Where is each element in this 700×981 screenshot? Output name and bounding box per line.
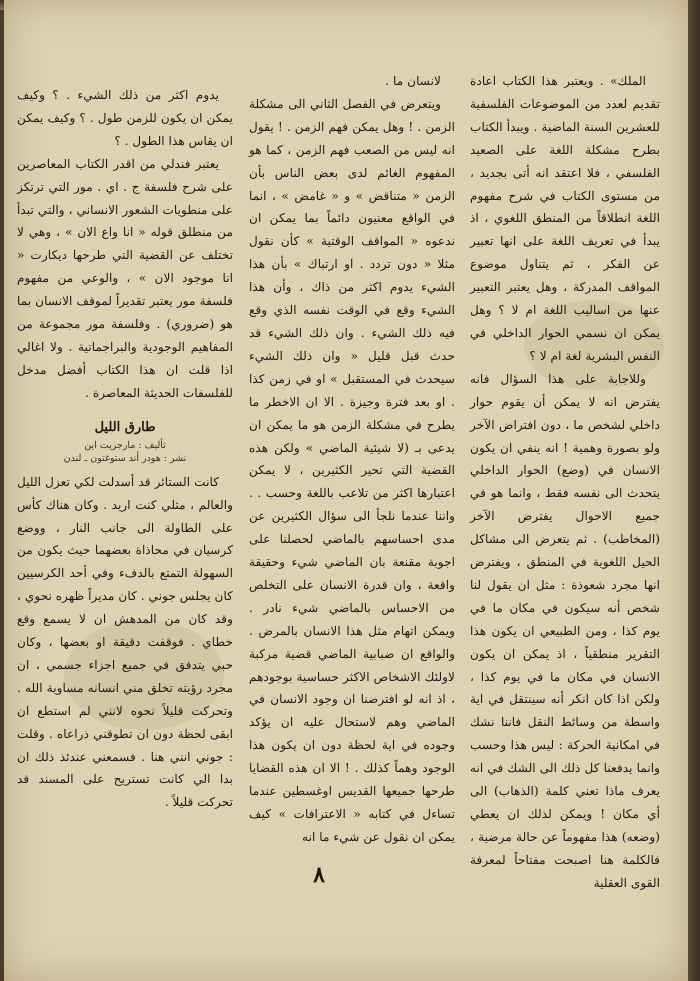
magazine-page: [4, 0, 688, 981]
paragraph: يعتبر فندلي من اقدر الكتاب المعاصرين على شرح فلسفة ج . اي . مور التي ترتكز على منطويات الشعور الانساني ، والتي تبدأ من منطلق قوله « انا واع الان » ، وهي لا تختلف عن القضية التي طرحها ديكارت « انا موجود الان » ، والوعي من مفهوم فلسفة مور يعتبر تقديراً لموقف الانسان بما هو (ضروري) . وفلسفة مور مجموعة من المفاهيم الوجودية والبراجماتية . ولا اغالي اذا قلت ان هذا الكتاب أفضل مدخل للفلسفات الحديثة المعاصرة .: [17, 156, 233, 400]
paragraph: كانت الستائر قد أسدلت لكي تعزل الليل والعالم ، مثلي كنت اريد . وكان هناك كأس على الطاولة الى جانب النار ، ووضع كرسيان في محاذاة بعضهما حيث يكون من السهولة التمتع بالدفء وفي أحد الكرسيين كان يجلس جوني . كان مديراً ظهره نحوي ، وقد كان من المدهش ان لا يسمع وقع خطاي . فوقفت دقيقة او بعضها ، وكان حبي يتدفق في جميع اجزاء جسمي ، ان مجرد رؤيته تخلق مني انسانه مساوية الله . وتحركت قليلاً نحوه لانني لم استطع ان ابقى لحظة دون ان تطوقني ذراعاه . وقلت : جوني انني هنا . فسمعني عندئذ ذلك ان بدا الي كانت تستريح على المسند قد تحركت قليلاً .: [17, 474, 233, 810]
column-right: [470, 70, 660, 895]
page-number: ٨: [313, 862, 325, 888]
book-publisher: نشر : هودر أند ستوغتون ـ لندن: [63, 452, 187, 464]
paragraph: يدوم اكثر من ذلك الشيء . ؟ وكيف يمكن ان يكون للزمن طول . ؟ وكيف يمكن ان يقاس هذا الطول . ؟: [17, 88, 233, 148]
paragraph: وللاجابة على هذا السؤال فانه يفترض انه لا يمكن أن يقوم حوار داخلي لشخص ما ، دون افتراض الآخر ولو بصورة وهمية ! انه ينفي ان يكون الانسان في (وضع) الحوار الداخلي يتحدث الى نفسه فقط ، وانما هو في جميع الاحوال يفترض الآخر (المخاطب) . ثم يتعرض الى مشاكل الحيل اللغوية في المنطق ، ويفترض انها مجرد شعوذة : مثل ان يقول لنا شخص أنه سيكون في مكان ما في يوم كذا ، ومن الطبيعي ان يكون هذا التقرير منطقياً ، اذ يمكن ان يكون الانسان في مكان ما في يوم كذا ، ولكن اذا كان انكر أنه سينتقل في اية واسطة من وسائط النقل فاننا نشك في امكانية الحركة : ليس هذا وحسب وانما يدفعنا كل ذلك الى الشك في انه يعرف ماذا تعني كلمة (الذهاب) الى أي مكان ! ويمكن لذلك ان يعطي (وضعه) هذا مفهوماً عن حالة مرضية ، فالكلمة هنا اصبحت مفتاحاً لمعرفة القوى العقلية: [470, 371, 660, 890]
paragraph: ويتعرض في الفصل الثاني الى مشكلة الزمن . ! وهل يمكن فهم الزمن . ! يقول انه ليس من الصعب فهم الزمن ، كما هو المفهوم الغائم لدى بعض الناس بأن الزمن « متناقض » و « غامض » ، انما في الواقع معنيون دائماً بما يمكن ان ندعوه « المواقف الوقتية » كأن نقول مثلا « دون تردد . او ارتباك » بأن هذا الشيء يدوم اكثر من ذاك ، وأن هذا الشيء وقع في الوقت نفسه الذي وقع فيه ذلك الشيء . وان ذلك الشيء قد حدث قبل قليل « وان ذلك الشيء سيحدث في المستقبل » او في زمن كذا . او بعد فترة وجيزة . الا ان الاخطر ما يطرح في مشكلة الزمن هو ما يمكن ان يدعى بـ (لا شيئية الماضي » ولكن هذه القضية التي تحير الكثيرين ، لا يمكن اعتبارها اكثر من تلاعب باللغة وحسب . . واننا عندما نلجأ الى سؤال الكثيرين عن مدى احساسهم بالماضي لحصلنا على اجوبة مقنعة بان الماضي شيء وحقيقة واقعة ، وان قدرة الانسان على التخلص من الاحساس بالماضي شيء نادر . ويمكن اتهام مثل هذا الانسان بالمرض . والواقع ان ضبابية الماضي قضية مركبة لاولئك الاشخاص الاكثر حساسية بوجودهم ، اذ انه لو افترضنا ان وجود الانسان في الماضي وهم لاستحال عليه ان يؤكد وجوده في اية لحظة دون ان يكون هذا الوجود وهماً كذلك . ! الا ان هذه القضايا طرحها جميعها القديس اوغسطين عندما تساءل في كتابه « الاعترافات » كيف يمكن ان نقول عن شيء ما انه: [249, 96, 455, 844]
column-middle: [249, 70, 455, 849]
page-edge-shadow: [688, 0, 700, 981]
book-author: تأليف : مارجريت اين: [84, 439, 166, 451]
paragraph: الملك» . ويعتبر هذا الكتاب اعادة تقديم لعدد من الموضوعات الفلسفية للعشرين السنة الماضية . ويبدأ الكتاب بطرح مشكلة اللغة على الصعيد الفلسفي ، فلا اعتقد انه أتى بجديد ، من مستوى الكتاب في شرح مفهوم اللغة انطلاقاً من المنطق اللغوي ، اذ يبدأ في تعريف اللغة على انها تعبير عن الفكر ، ثم يتناول موضوع المواقف المدركة ، وهل يعتبر التعبير عنها من اساليب اللغة ام لا ؟ وهل يمكن ان نسمي الحوار الداخلي في النفس البشرية لغة ام لا ؟: [470, 74, 660, 363]
column-left: [17, 84, 233, 814]
paragraph: لانسان ما .: [385, 74, 441, 88]
book-review-title: طارق الليل: [94, 419, 156, 435]
